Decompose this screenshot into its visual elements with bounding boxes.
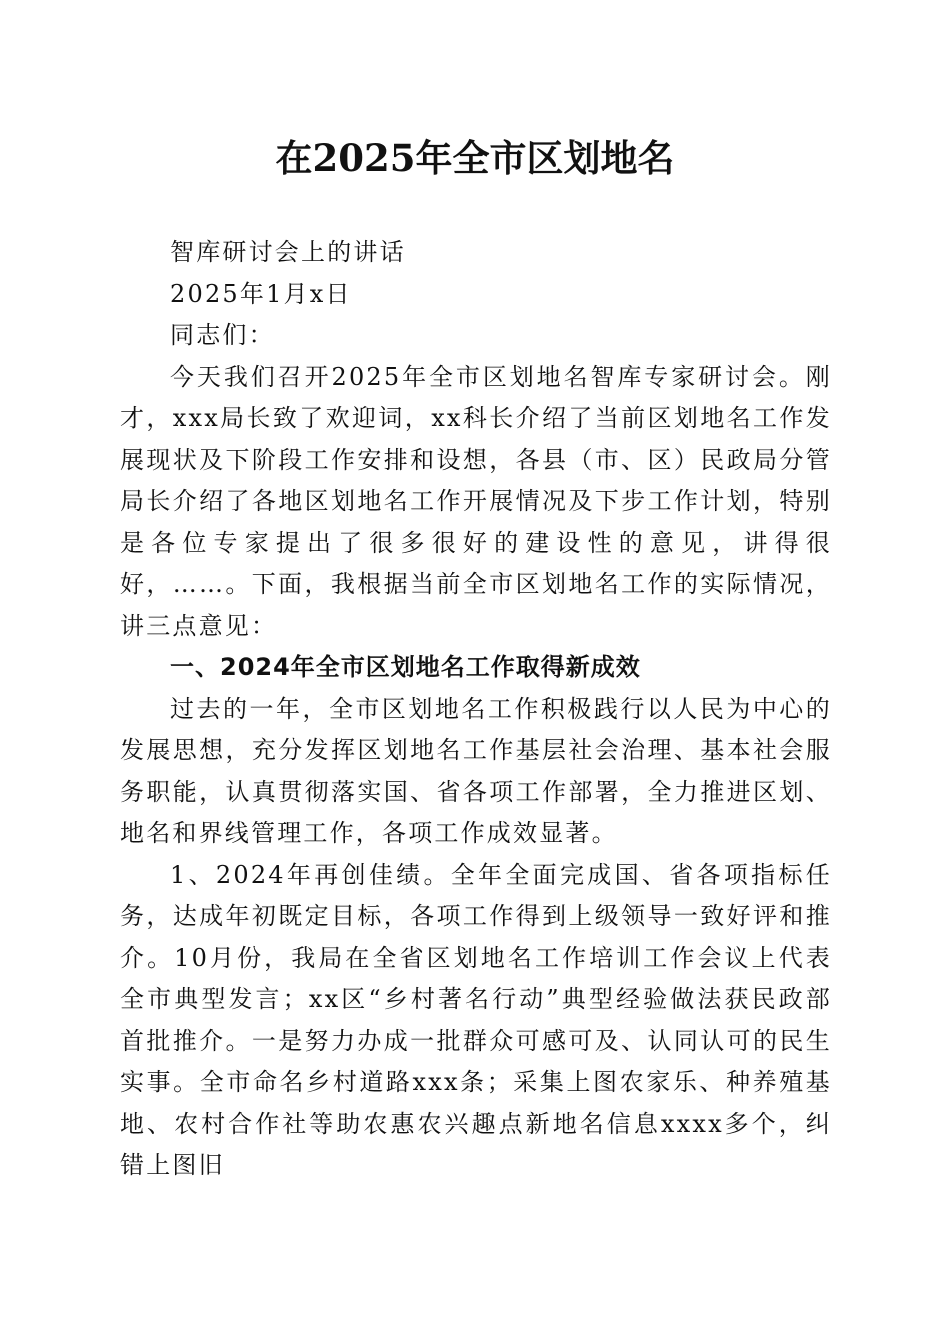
document-body [120, 232, 832, 1187]
document-title: 在2025年全市区划地名 [275, 136, 675, 180]
salutation: 同志们： [170, 321, 275, 349]
section1-paragraph: 过去的一年，全市区划地名工作积极践行以人民为中心的发展思想，充分发挥区划地名工作基层社会治理、基本社会服务职能，认真贯彻落实国、省各项工作部署，全力推进区划、地名和界线管理工作，各项工作成效显著。 [120, 694, 832, 847]
section-heading-1: 一、2024年全市区划地名工作取得新成效 [170, 653, 641, 681]
speech-date: 2025年1月x日 [170, 279, 352, 308]
intro-paragraph: 今天我们召开2025年全市区划地名智库专家研讨会。刚才，xxx局长致了欢迎词，xx科长介绍了当前区划地名工作发展现状及下阶段工作安排和设想，各县（市、区）民政局分管局长介绍了各地区划地名工作开展情况及下步工作计划，特别是各位专家提出了很多很好的建设性的意见，讲得很好，……。下面，我根据当前全市区划地名工作的实际情况，讲三点意见： [120, 362, 832, 640]
speech-subtitle: 智库研讨会上的讲话 [170, 238, 406, 266]
point1-paragraph: 1、2024年再创佳绩。全年全面完成国、省各项指标任务，达成年初既定目标，各项工作得到上级领导一致好评和推介。10月份，我局在全省区划地名工作培训工作会议上代表全市典型发言；xx区“乡村著名行动”典型经验做法获民政部首批推介。一是努力办成一批群众可感可及、认同认可的民生实事。全市命名乡村道路xxx条；采集上图农家乐、种养殖基地、农村合作社等助农惠农兴趣点新地名信息xxxx多个，纠错上图旧 [120, 860, 832, 1179]
